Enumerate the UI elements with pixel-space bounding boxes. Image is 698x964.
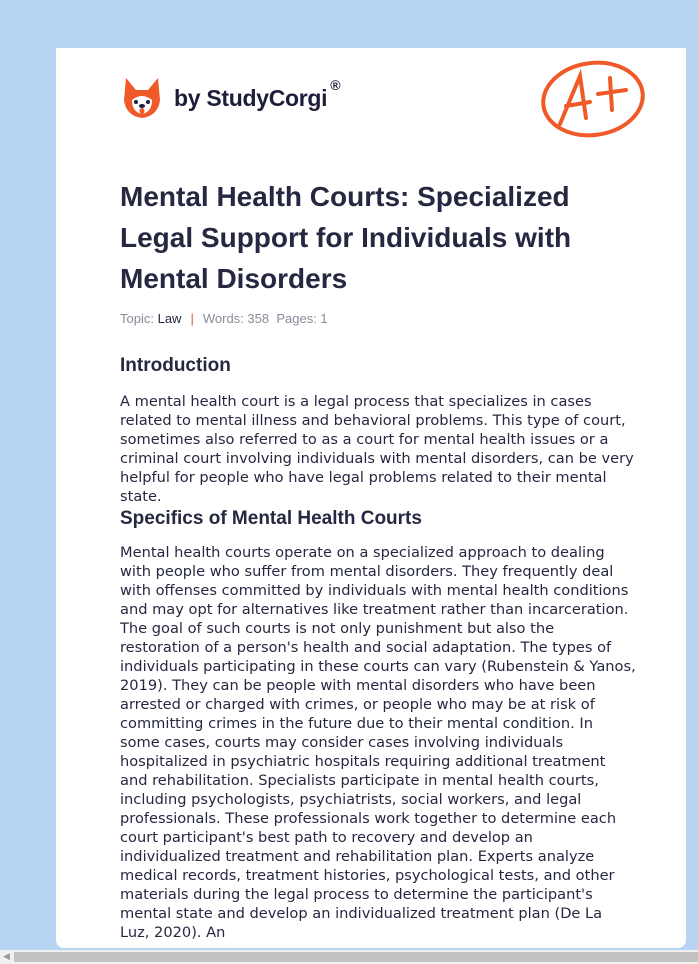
section-heading: Introduction [120,355,231,376]
section-paragraph: A mental health court is a legal process that specializes in cases related to mental illness and behavioral problems. This type of court, sometimes also referred to as a court for mental health issues or a criminal court involving individuals with mental disorders, can be very helpful for people who have legal problems related to their mental state. [120,393,634,505]
document-card [56,48,686,948]
brand-name: by StudyCorgi ® [174,76,341,111]
article-body [120,353,636,942]
section-paragraph: Mental health courts operate on a specialized approach to dealing with people who suffer from mental disorders. They frequently deal with offenses committed by individuals with mental health conditions and may opt for alternatives like treatment rather than incarceration. The goal of such courts is not only punishment but also the restoration of a person's health and social adaptation. The types of individuals participating in these courts can vary (Rubenstein & Yanos, 2019). They can be people with mental disorders who have been arrested or charged with crimes, or people who may be at risk of committing crimes in the future due to their mental condition. In some cases, courts may consider cases involving individuals hospitalized in psychiatric hospitals requiring additional treatment and rehabilitation. Specialists participate in mental health courts, including psychologists, psychiatrists, social workers, and legal professionals. These professionals work together to determine each court participant's best path to recovery and develop an individualized treatment and rehabilitation plan. Experts analyze medical records, treatment histories, psychological tests, and other materials during the legal process to determine the participant's mental state and develop an individualized treatment plan (De La Luz, 2020). An [120,544,636,941]
scroll-left-arrow-icon[interactable]: ◀ [3,952,10,962]
page-title: Mental Health Courts: Specialized Legal Support for Individuals with Mental Disorders [120,181,572,294]
topic-link[interactable]: Law [157,311,182,326]
a-plus-grade-icon [538,58,648,140]
horizontal-scrollbar[interactable] [0,950,698,964]
scrollbar-thumb[interactable] [14,952,698,962]
studycorgi-logo[interactable] [122,76,340,120]
corgi-icon [122,76,162,120]
section-heading: Specifics of Mental Health Courts [120,508,422,529]
document-meta: Topic: Law | Words: 358 Pages: 1 [120,311,328,326]
